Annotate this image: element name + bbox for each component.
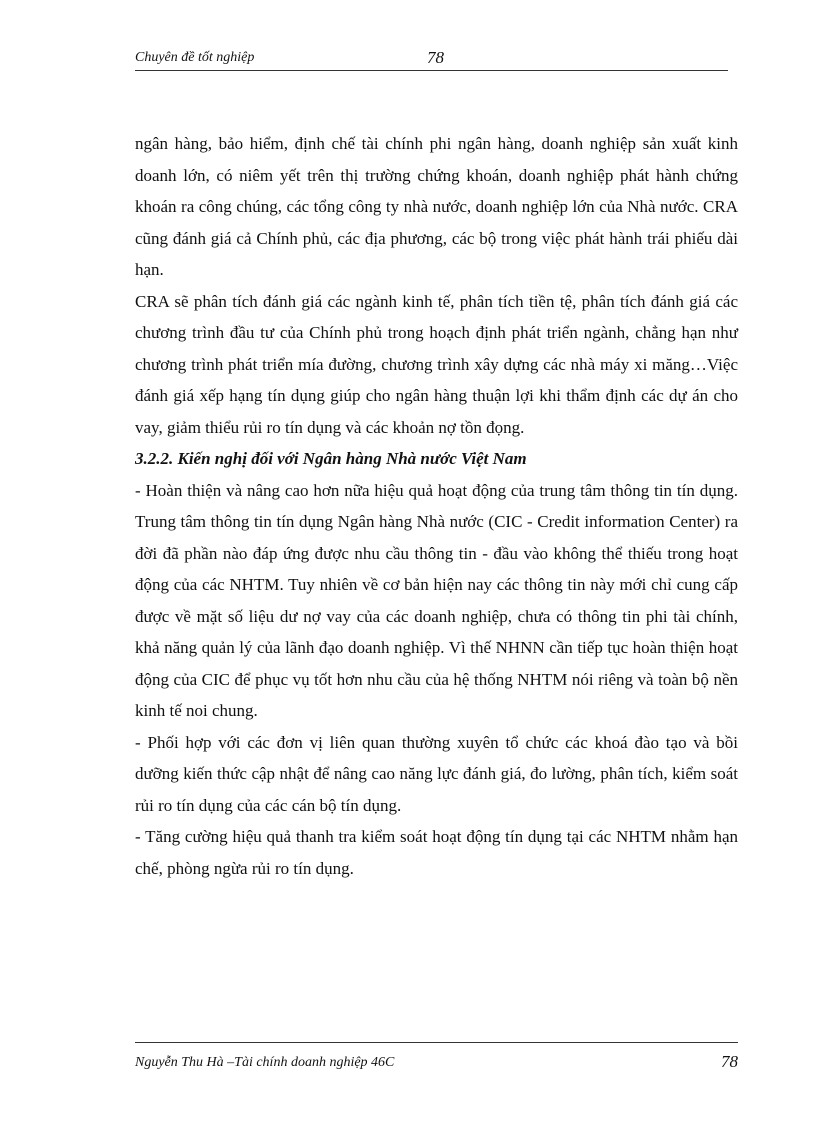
page-header [135, 46, 728, 71]
section-heading: 3.2.2. Kiến nghị đối với Ngân hàng Nhà nước Việt Nam [135, 449, 527, 468]
header-page-number: 78 [427, 48, 444, 67]
footer-page-number: 78 [721, 1052, 738, 1071]
footer-author: Nguyễn Thu Hà –Tài chính doanh nghiệp 46C [135, 1055, 395, 1070]
paragraph: ngân hàng, bảo hiểm, định chế tài chính phi ngân hàng, doanh nghiệp sản xuất kinh doanh lớn, có niêm yết trên thị trường chứng khoán, doanh nghiệp phát hành chứng khoán ra công chúng, các tổng công ty nhà nước, doanh nghiệp lớn của Nhà nước. CRA cũng đánh giá cả Chính phủ, các địa phương, các bộ trong việc phát hành trái phiếu dài hạn. [135, 134, 738, 279]
header-title: Chuyên đề tốt nghiệp [135, 50, 255, 65]
paragraph: CRA sẽ phân tích đánh giá các ngành kinh tế, phân tích tiền tệ, phân tích đánh giá các chương trình đầu tư của Chính phủ trong hoạch định phát triển ngành, chẳng hạn như chương trình phát triển mía đường, chương trình xây dựng các nhà máy xi măng…Việc đánh giá xếp hạng tín dụng giúp cho ngân hàng thuận lợi khi thẩm định các dự án cho vay, giảm thiểu rủi ro tín dụng và các khoản nợ tồn đọng. [135, 291, 738, 437]
paragraph: - Hoàn thiện và nâng cao hơn nữa hiệu quả hoạt động của trung tâm thông tin tín dụng. Trung tâm thông tin tín dụng Ngân hàng Nhà nước (CIC - Credit information Center) ra đời đã phần nào đáp ứng được nhu cầu thông tin - đầu vào không thể thiếu trong hoạt động của các NHTM. Tuy nhiên về cơ bản hiện nay các thông tin này mới chỉ cung cấp được về mặt số liệu dư nợ vay của các doanh nghiệp, chưa có thông tin phi tài chính, khả năng quản lý của lãnh đạo doanh nghiệp. Vì thế NHNN cần tiếp tục hoàn thiện hoạt động của CIC để phục vụ tốt hơn nhu cầu của hệ thống NHTM nói riêng và toàn bộ nền kinh tế noi chung. [135, 480, 738, 720]
page-footer [135, 1042, 738, 1077]
document-body [135, 128, 738, 884]
paragraph: - Tăng cường hiệu quả thanh tra kiểm soát hoạt động tín dụng tại các NHTM nhằm hạn chế, phòng ngừa rủi ro tín dụng. [135, 827, 738, 878]
paragraph: - Phối hợp với các đơn vị liên quan thường xuyên tổ chức các khoá đào tạo và bồi dưỡng kiến thức cập nhật để nâng cao năng lực đánh giá, đo lường, phân tích, kiểm soát rủi ro tín dụng của các cán bộ tín dụng. [135, 732, 738, 815]
